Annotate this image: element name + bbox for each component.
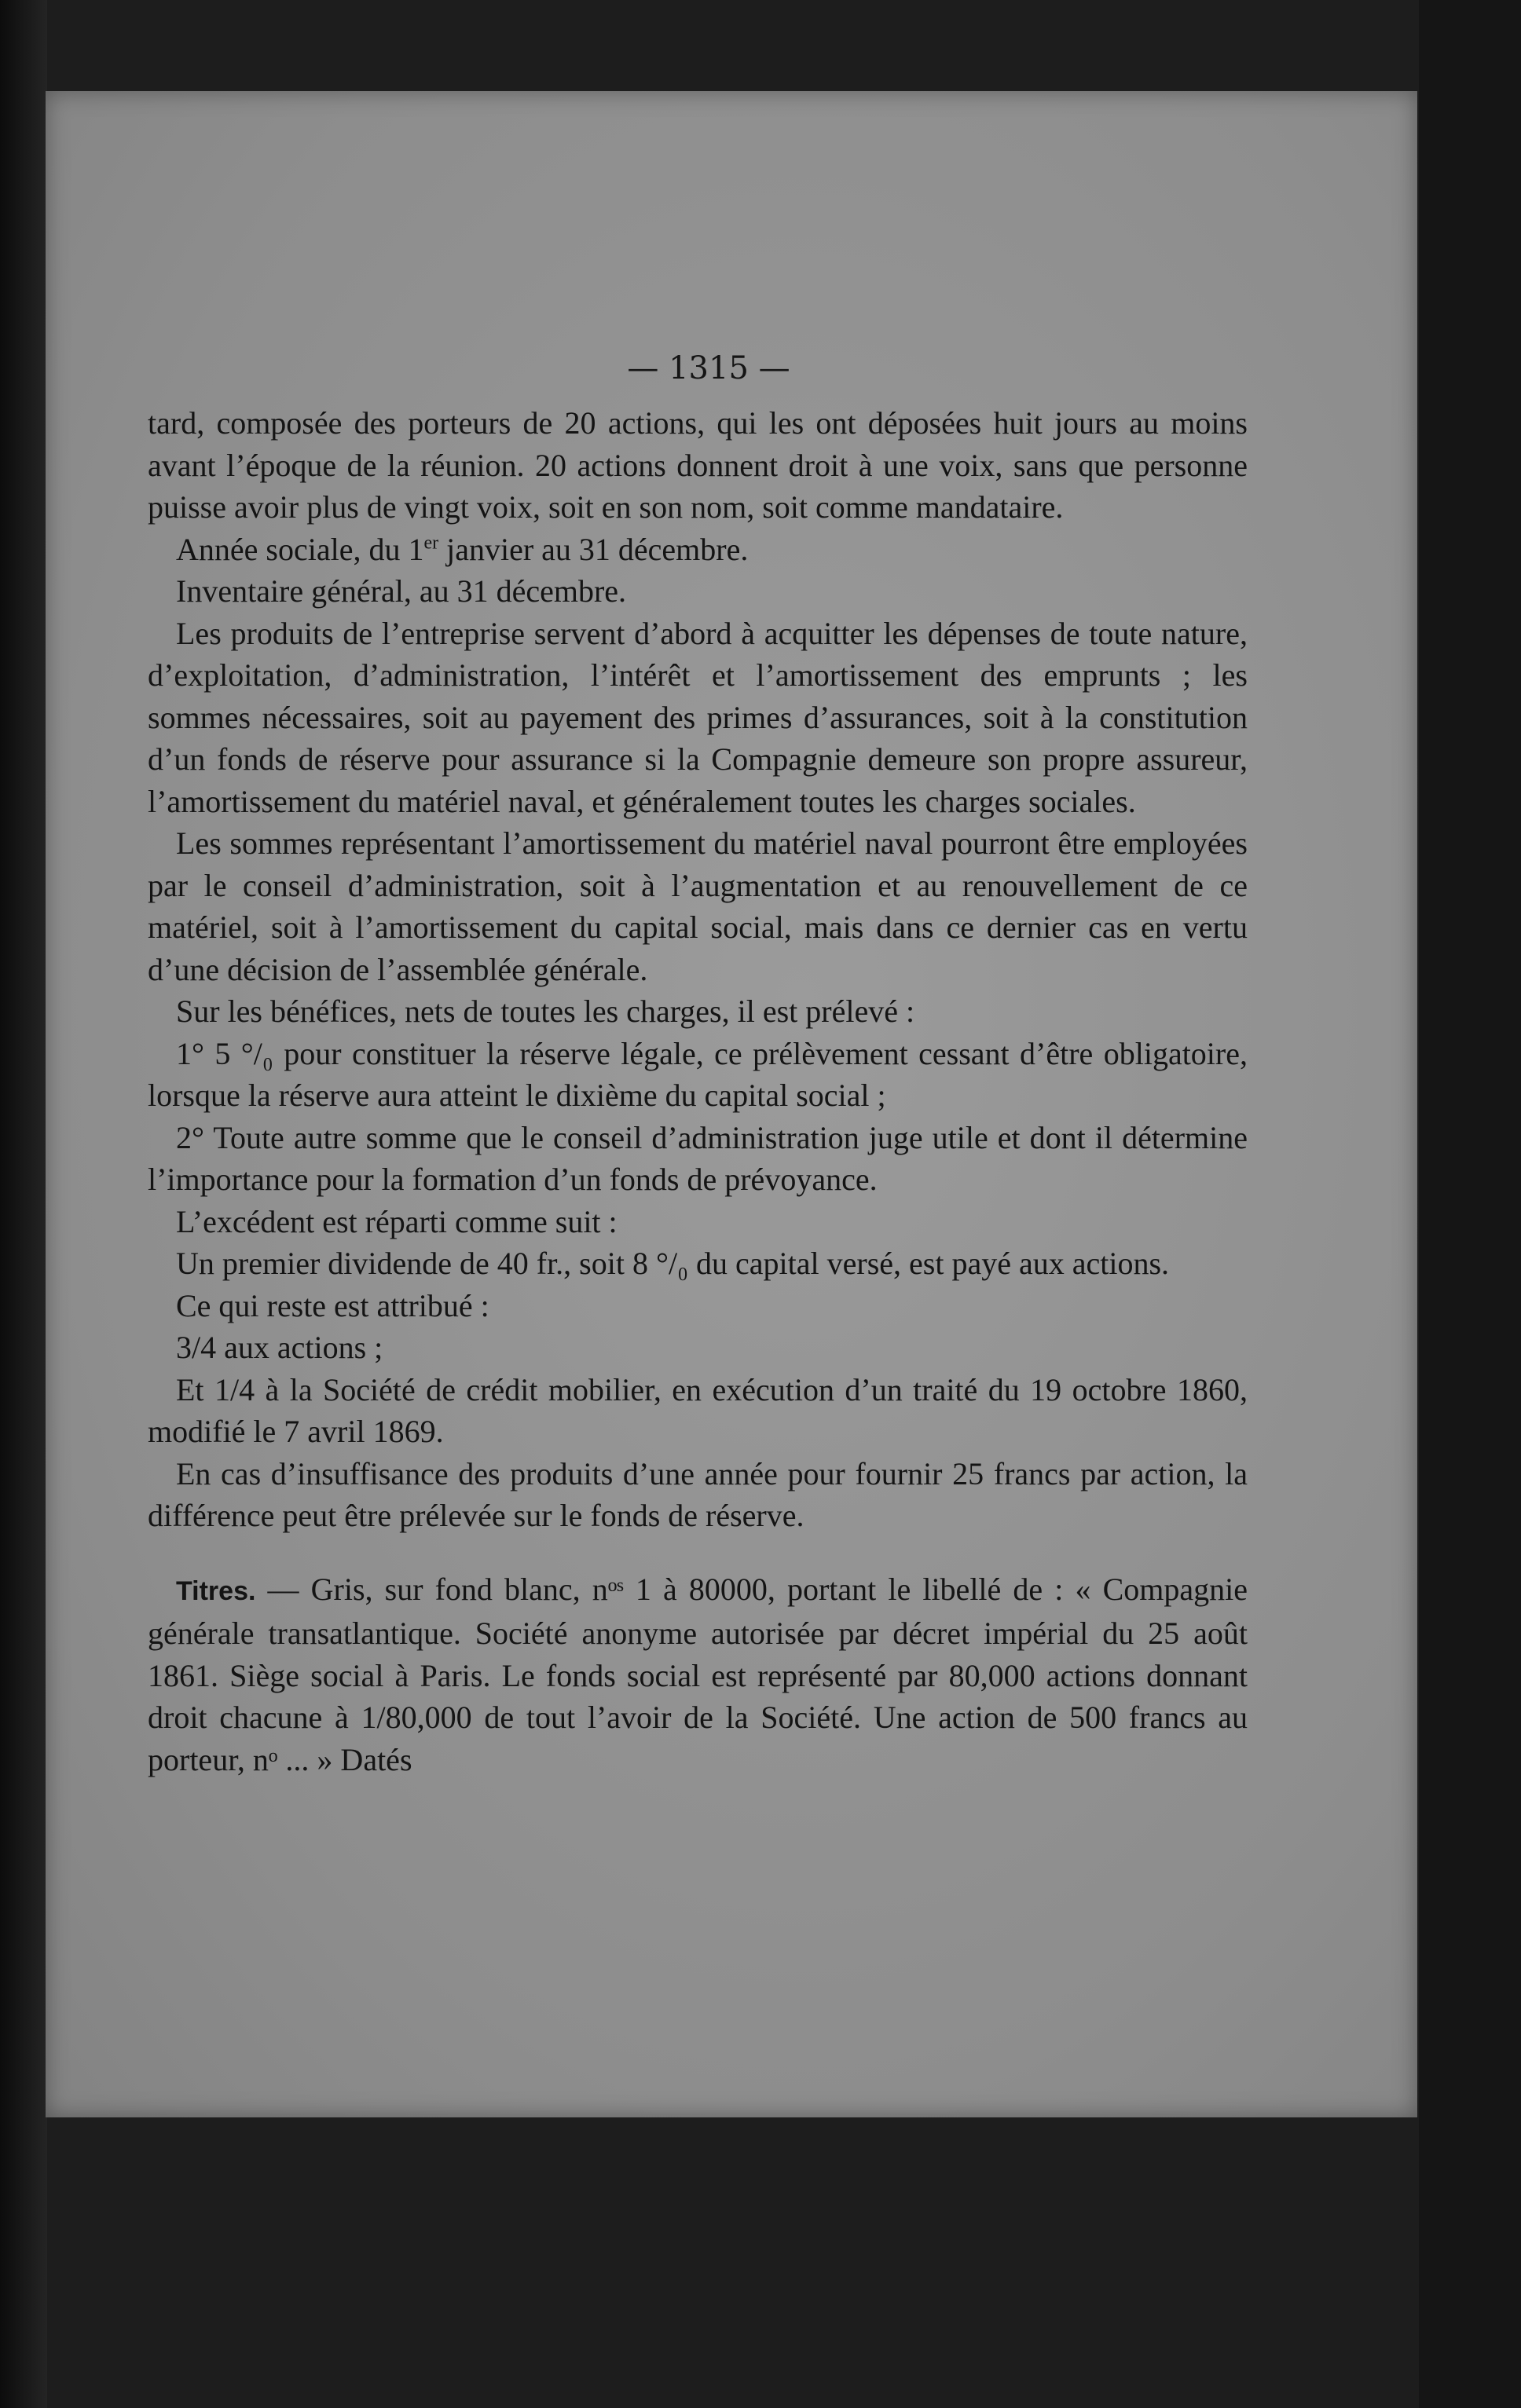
- paragraph-legal-reserve: 1° 5 °/₀ pour constituer la réserve légale, ce prélèvement cessant d’être obligatoire, lorsque la réserve aura atteint le dixième du capital social ;: [148, 1035, 1248, 1113]
- paragraph-company-proceeds: Les produits de l’entreprise servent d’abord à acquitter les dépenses de toute nature, d’exploitation, d’administration, l’intérêt et l’amortissement des emprunts ; les sommes nécessaires, soit au payement des primes d’assurances, soit à la constitution d’un fonds de réserve pour assurance si la Compagnie demeure son propre assureur, l’amortissement du matériel naval, et généralement toutes les charges sociales.: [148, 615, 1248, 819]
- paragraph-surplus-distribution: L’excédent est réparti comme suit :: [176, 1203, 618, 1239]
- page-number: — 1315 —: [627, 350, 790, 386]
- paragraph-shares-portion: 3/4 aux actions ;: [176, 1330, 383, 1365]
- paragraph-fiscal-year: [148, 529, 1248, 571]
- paragraph-provident-fund: 2° Toute autre somme que le conseil d’administration juge utile et dont il détermine l’importance pour la formation d’un fonds de prévoyance.: [148, 1119, 1248, 1197]
- scan-backdrop-right: [1419, 0, 1521, 2408]
- paragraph-insufficiency: En cas d’insuffisance des produits d’une année pour fournir 25 francs par action, la différence peut être prélevée sur le fonds de réserve.: [148, 1455, 1248, 1533]
- book-page: [46, 91, 1417, 2117]
- paragraph-profit-levy: Sur les bénéfices, nets de toutes les charges, il est prélevé :: [176, 994, 915, 1029]
- titres-description: — Gris, sur fond blanc, nᵒˢ 1 à 80000, portant le libellé de : « Compagnie générale transatlantique. Société anonyme autorisée par décret impérial du 25 août 1861. Siège social à Paris. Le fonds social est représenté par 80,000 actions donnant droit chacune à 1/80,000 de tout l’avoir de la Société. Une action de 500 francs au porteur, nᵒ ... » Datés: [148, 1571, 1248, 1777]
- paragraph-naval-amortization: Les sommes représentant l’amortissement du matériel naval pourront être employées par le conseil d’administration, soit à l’augmentation et au renouvellement de ce matériel, soit à l’amortissement du capital social, mais dans ce dernier cas en vertu d’une décision de l’assemblée générale.: [148, 825, 1248, 987]
- paragraph-first-dividend: Un premier dividende de 40 fr., soit 8 °/₀ du capital versé, est payé aux actions.: [176, 1246, 1170, 1281]
- titres-heading: Titres.: [176, 1575, 256, 1606]
- fiscal-year-text-end: janvier au 31 décembre.: [438, 531, 749, 567]
- paragraph-assembly-continuation: tard, composée des porteurs de 20 actions, qui les ont déposées huit jours au moins avant l’époque de la réunion. 20 actions donnent droit à une voix, sans que personne puisse avoir plus de vingt voix, soit en son nom, soit comme mandataire.: [148, 405, 1248, 525]
- paragraph-titres: [148, 1568, 1248, 1781]
- fiscal-year-superscript: er: [423, 532, 439, 554]
- fiscal-year-text-start: Année sociale, du 1: [176, 531, 424, 567]
- scan-backdrop-left: [0, 0, 47, 2408]
- page-text-body: [148, 402, 1248, 1780]
- paragraph-credit-mobilier-portion: Et 1/4 à la Société de crédit mobilier, en exécution d’un traité du 19 octobre 1860, modifié le 7 avril 1869.: [148, 1371, 1248, 1449]
- paragraph-remainder: Ce qui reste est attribué :: [176, 1287, 489, 1323]
- paragraph-inventory: Inventaire général, au 31 décembre.: [176, 573, 627, 609]
